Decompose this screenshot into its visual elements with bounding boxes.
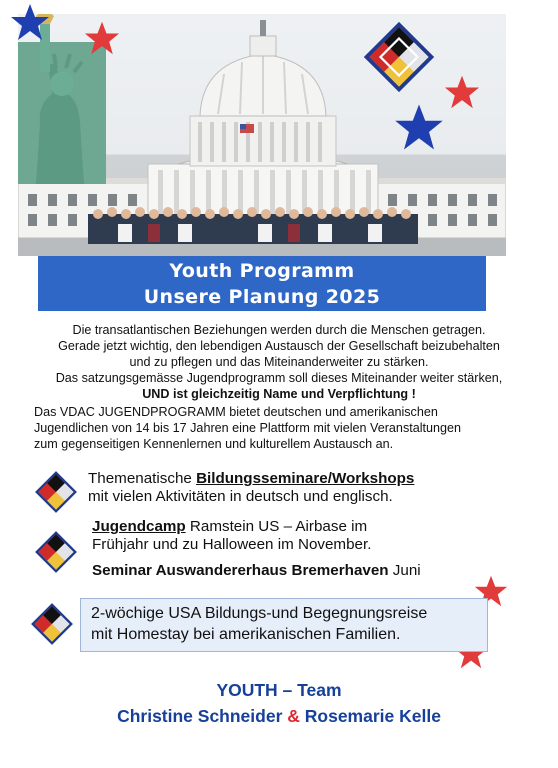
seminars-prefix: Themenatische [88, 470, 197, 487]
description-line: zum gegenseitigen Kennenlernen und kulturellem Austausch an. [34, 437, 394, 451]
intro-line-bold: UND ist gleichzeitig Name und Verpflichtung ! [142, 387, 416, 401]
vdac-diamond-logo-icon [34, 530, 78, 574]
description-line: Jugendlichen von 14 bis 17 Jahren eine Plattform mit vielen Veranstaltungen [34, 421, 462, 435]
banner-title: Youth Programm [169, 260, 355, 282]
star-icon [84, 20, 120, 56]
camp-item [92, 518, 512, 580]
vdac-diamond-logo-icon [30, 602, 74, 646]
seminars-title: Bildungsseminare/Workshops [196, 470, 415, 487]
intro-line: Die transatlantischen Beziehungen werden durch die Menschen getragen. [72, 323, 486, 337]
camp-location: Ramstein US – Airbase im [185, 518, 368, 535]
team-names [0, 706, 558, 727]
star-icon [444, 74, 480, 110]
team-member-name: Rosemarie Kelle [299, 706, 441, 726]
program-description [34, 404, 514, 452]
title-banner [38, 256, 486, 311]
star-icon [10, 2, 50, 42]
description-line: Das VDAC JUGENDPROGRAMM bietet deutschen und amerikanischen [34, 405, 438, 419]
ampersand: & [287, 706, 300, 726]
seminar-month: Juni [388, 562, 421, 579]
intro-text [20, 322, 538, 402]
trip-line: mit Homestay bei amerikanischen Familien. [91, 626, 401, 643]
team-member-name: Christine Schneider [117, 706, 288, 726]
intro-line: Gerade jetzt wichtig, den lebendigen Austausch der Gesellschaft beizubehalten [58, 339, 500, 353]
star-icon [394, 102, 444, 152]
usa-trip-box [80, 598, 488, 652]
vdac-diamond-logo-icon [362, 20, 436, 94]
seminars-detail: mit vielen Aktivitäten in deutsch und englisch. [88, 488, 393, 505]
vdac-diamond-logo-icon [34, 470, 78, 514]
seminars-item [88, 470, 488, 506]
trip-line: 2-wöchige USA Bildungs-und Begegnungsreise [91, 605, 428, 622]
team-heading: YOUTH – Team [216, 680, 342, 700]
seminar-bremerhaven: Seminar Auswandererhaus Bremerhaven [92, 562, 389, 579]
camp-dates: Frühjahr und zu Halloween im November. [92, 536, 372, 553]
camp-title: Jugendcamp [92, 518, 186, 535]
intro-line: Das satzungsgemässe Jugendprogramm soll dieses Miteinander weiter stärken, [55, 371, 503, 385]
intro-line: und zu pflegen und das Miteinanderweiter zu stärken. [129, 355, 429, 369]
banner-subtitle: Unsere Planung 2025 [143, 286, 381, 308]
